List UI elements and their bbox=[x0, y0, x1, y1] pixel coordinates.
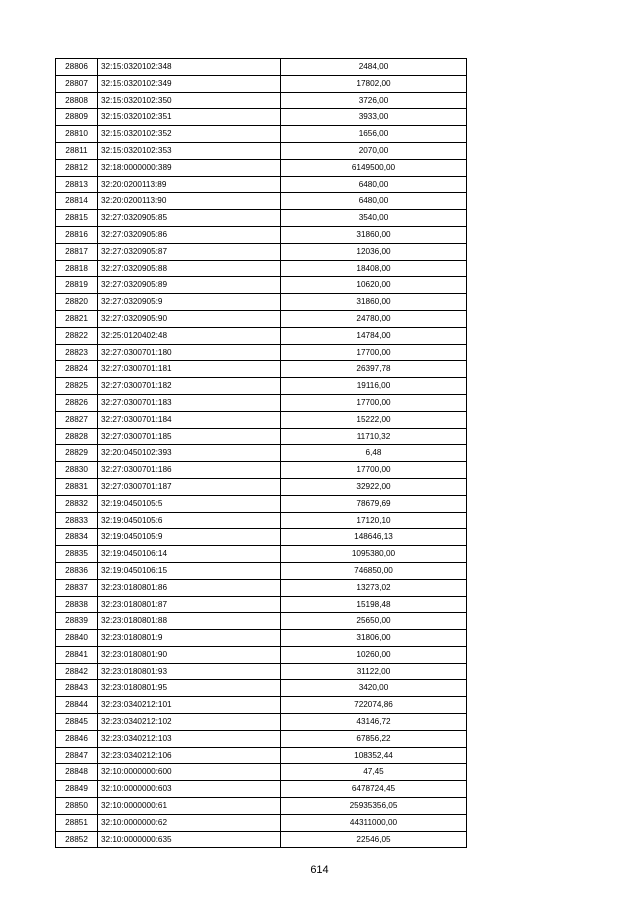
value-cell: 26397,78 bbox=[281, 361, 467, 378]
table-row bbox=[56, 814, 467, 831]
table-row bbox=[56, 730, 467, 747]
table-row bbox=[56, 394, 467, 411]
cadastral-number-cell: 32:15:0320102:349 bbox=[98, 75, 281, 92]
row-number-cell: 28827 bbox=[56, 411, 98, 428]
cadastral-number-cell: 32:23:0180801:95 bbox=[98, 680, 281, 697]
table-row bbox=[56, 546, 467, 563]
value-cell: 746850,00 bbox=[281, 562, 467, 579]
cadastral-number-cell: 32:27:0320905:87 bbox=[98, 243, 281, 260]
row-number-cell: 28843 bbox=[56, 680, 98, 697]
table-row bbox=[56, 243, 467, 260]
table-row bbox=[56, 294, 467, 311]
table-row bbox=[56, 445, 467, 462]
row-number-cell: 28808 bbox=[56, 92, 98, 109]
row-number-cell: 28825 bbox=[56, 378, 98, 395]
row-number-cell: 28849 bbox=[56, 781, 98, 798]
row-number-cell: 28822 bbox=[56, 327, 98, 344]
row-number-cell: 28850 bbox=[56, 798, 98, 815]
table-row bbox=[56, 126, 467, 143]
cadastral-number-cell: 32:27:0300701:182 bbox=[98, 378, 281, 395]
cadastral-number-cell: 32:15:0320102:353 bbox=[98, 142, 281, 159]
table-row bbox=[56, 596, 467, 613]
value-cell: 17802,00 bbox=[281, 75, 467, 92]
row-number-cell: 28844 bbox=[56, 697, 98, 714]
row-number-cell: 28829 bbox=[56, 445, 98, 462]
cadastral-number-cell: 32:27:0300701:181 bbox=[98, 361, 281, 378]
value-cell: 14784,00 bbox=[281, 327, 467, 344]
row-number-cell: 28848 bbox=[56, 764, 98, 781]
row-number-cell: 28842 bbox=[56, 663, 98, 680]
table-row bbox=[56, 529, 467, 546]
cadastral-number-cell: 32:15:0320102:351 bbox=[98, 109, 281, 126]
value-cell: 47,45 bbox=[281, 764, 467, 781]
cadastral-value-table bbox=[55, 58, 467, 848]
cadastral-number-cell: 32:15:0320102:348 bbox=[98, 59, 281, 76]
value-cell: 19116,00 bbox=[281, 378, 467, 395]
value-cell: 10260,00 bbox=[281, 646, 467, 663]
value-cell: 31806,00 bbox=[281, 630, 467, 647]
row-number-cell: 28812 bbox=[56, 159, 98, 176]
cadastral-number-cell: 32:27:0300701:180 bbox=[98, 344, 281, 361]
table-row bbox=[56, 210, 467, 227]
cadastral-number-cell: 32:19:0450106:14 bbox=[98, 546, 281, 563]
table-body bbox=[56, 59, 467, 848]
value-cell: 6480,00 bbox=[281, 193, 467, 210]
cadastral-number-cell: 32:23:0180801:87 bbox=[98, 596, 281, 613]
row-number-cell: 28841 bbox=[56, 646, 98, 663]
cadastral-number-cell: 32:27:0320905:89 bbox=[98, 277, 281, 294]
cadastral-number-cell: 32:19:0450105:5 bbox=[98, 495, 281, 512]
value-cell: 32922,00 bbox=[281, 478, 467, 495]
table-row bbox=[56, 361, 467, 378]
row-number-cell: 28832 bbox=[56, 495, 98, 512]
cadastral-number-cell: 32:27:0300701:185 bbox=[98, 428, 281, 445]
value-cell: 722074,86 bbox=[281, 697, 467, 714]
table-row bbox=[56, 646, 467, 663]
value-cell: 6149500,00 bbox=[281, 159, 467, 176]
table-row bbox=[56, 260, 467, 277]
value-cell: 6480,00 bbox=[281, 176, 467, 193]
value-cell: 31860,00 bbox=[281, 226, 467, 243]
table-row bbox=[56, 310, 467, 327]
row-number-cell: 28826 bbox=[56, 394, 98, 411]
table-row bbox=[56, 831, 467, 848]
value-cell: 31860,00 bbox=[281, 294, 467, 311]
table-row bbox=[56, 714, 467, 731]
table-row bbox=[56, 747, 467, 764]
row-number-cell: 28833 bbox=[56, 512, 98, 529]
row-number-cell: 28824 bbox=[56, 361, 98, 378]
cadastral-number-cell: 32:10:0000000:603 bbox=[98, 781, 281, 798]
value-cell: 17700,00 bbox=[281, 344, 467, 361]
value-cell: 31122,00 bbox=[281, 663, 467, 680]
value-cell: 17120,10 bbox=[281, 512, 467, 529]
row-number-cell: 28839 bbox=[56, 613, 98, 630]
cadastral-number-cell: 32:15:0320102:352 bbox=[98, 126, 281, 143]
table-row bbox=[56, 680, 467, 697]
table-row bbox=[56, 579, 467, 596]
row-number-cell: 28845 bbox=[56, 714, 98, 731]
cadastral-number-cell: 32:19:0450105:9 bbox=[98, 529, 281, 546]
cadastral-number-cell: 32:10:0000000:61 bbox=[98, 798, 281, 815]
value-cell: 25650,00 bbox=[281, 613, 467, 630]
table-row bbox=[56, 327, 467, 344]
row-number-cell: 28813 bbox=[56, 176, 98, 193]
value-cell: 43146,72 bbox=[281, 714, 467, 731]
cadastral-number-cell: 32:23:0340212:102 bbox=[98, 714, 281, 731]
table-row bbox=[56, 92, 467, 109]
cadastral-number-cell: 32:20:0450102:393 bbox=[98, 445, 281, 462]
row-number-cell: 28820 bbox=[56, 294, 98, 311]
row-number-cell: 28852 bbox=[56, 831, 98, 848]
row-number-cell: 28831 bbox=[56, 478, 98, 495]
row-number-cell: 28815 bbox=[56, 210, 98, 227]
cadastral-number-cell: 32:27:0300701:183 bbox=[98, 394, 281, 411]
table-row bbox=[56, 764, 467, 781]
cadastral-number-cell: 32:10:0000000:635 bbox=[98, 831, 281, 848]
table-row bbox=[56, 495, 467, 512]
table-row bbox=[56, 75, 467, 92]
table-row bbox=[56, 697, 467, 714]
row-number-cell: 28838 bbox=[56, 596, 98, 613]
value-cell: 18408,00 bbox=[281, 260, 467, 277]
value-cell: 11710,32 bbox=[281, 428, 467, 445]
cadastral-number-cell: 32:23:0180801:86 bbox=[98, 579, 281, 596]
cadastral-number-cell: 32:27:0320905:88 bbox=[98, 260, 281, 277]
cadastral-number-cell: 32:27:0300701:184 bbox=[98, 411, 281, 428]
row-number-cell: 28837 bbox=[56, 579, 98, 596]
value-cell: 25935356,05 bbox=[281, 798, 467, 815]
cadastral-number-cell: 32:10:0000000:600 bbox=[98, 764, 281, 781]
cadastral-number-cell: 32:27:0320905:86 bbox=[98, 226, 281, 243]
table-row bbox=[56, 344, 467, 361]
page-number: 614 bbox=[310, 864, 329, 876]
value-cell: 15198,48 bbox=[281, 596, 467, 613]
row-number-cell: 28835 bbox=[56, 546, 98, 563]
cadastral-number-cell: 32:27:0320905:9 bbox=[98, 294, 281, 311]
row-number-cell: 28847 bbox=[56, 747, 98, 764]
row-number-cell: 28823 bbox=[56, 344, 98, 361]
cadastral-number-cell: 32:20:0200113:90 bbox=[98, 193, 281, 210]
cadastral-number-cell: 32:18:0000000:389 bbox=[98, 159, 281, 176]
cadastral-number-cell: 32:15:0320102:350 bbox=[98, 92, 281, 109]
table-row bbox=[56, 411, 467, 428]
row-number-cell: 28834 bbox=[56, 529, 98, 546]
table-row bbox=[56, 798, 467, 815]
row-number-cell: 28816 bbox=[56, 226, 98, 243]
table-row bbox=[56, 630, 467, 647]
row-number-cell: 28810 bbox=[56, 126, 98, 143]
table-row bbox=[56, 142, 467, 159]
value-cell: 6478724,45 bbox=[281, 781, 467, 798]
row-number-cell: 28821 bbox=[56, 310, 98, 327]
table-row bbox=[56, 462, 467, 479]
value-cell: 1095380,00 bbox=[281, 546, 467, 563]
table-row bbox=[56, 193, 467, 210]
row-number-cell: 28807 bbox=[56, 75, 98, 92]
row-number-cell: 28830 bbox=[56, 462, 98, 479]
cadastral-number-cell: 32:23:0180801:90 bbox=[98, 646, 281, 663]
cadastral-number-cell: 32:23:0340212:103 bbox=[98, 730, 281, 747]
value-cell: 6,48 bbox=[281, 445, 467, 462]
table-row bbox=[56, 478, 467, 495]
table-row bbox=[56, 428, 467, 445]
value-cell: 3933,00 bbox=[281, 109, 467, 126]
value-cell: 17700,00 bbox=[281, 394, 467, 411]
cadastral-number-cell: 32:20:0200113:89 bbox=[98, 176, 281, 193]
cadastral-number-cell: 32:23:0340212:101 bbox=[98, 697, 281, 714]
cadastral-number-cell: 32:19:0450106:15 bbox=[98, 562, 281, 579]
cadastral-number-cell: 32:10:0000000:62 bbox=[98, 814, 281, 831]
row-number-cell: 28814 bbox=[56, 193, 98, 210]
table-row bbox=[56, 613, 467, 630]
row-number-cell: 28811 bbox=[56, 142, 98, 159]
value-cell: 17700,00 bbox=[281, 462, 467, 479]
table-row bbox=[56, 277, 467, 294]
value-cell: 10620,00 bbox=[281, 277, 467, 294]
table-row bbox=[56, 176, 467, 193]
value-cell: 108352,44 bbox=[281, 747, 467, 764]
cadastral-number-cell: 32:25:0120402:48 bbox=[98, 327, 281, 344]
row-number-cell: 28817 bbox=[56, 243, 98, 260]
value-cell: 13273,02 bbox=[281, 579, 467, 596]
cadastral-number-cell: 32:27:0320905:85 bbox=[98, 210, 281, 227]
row-number-cell: 28809 bbox=[56, 109, 98, 126]
value-cell: 44311000,00 bbox=[281, 814, 467, 831]
table-row bbox=[56, 109, 467, 126]
table-row bbox=[56, 59, 467, 76]
value-cell: 78679,69 bbox=[281, 495, 467, 512]
value-cell: 3540,00 bbox=[281, 210, 467, 227]
table-row bbox=[56, 378, 467, 395]
cadastral-number-cell: 32:19:0450105:6 bbox=[98, 512, 281, 529]
row-number-cell: 28818 bbox=[56, 260, 98, 277]
cadastral-number-cell: 32:27:0300701:187 bbox=[98, 478, 281, 495]
value-cell: 15222,00 bbox=[281, 411, 467, 428]
cadastral-number-cell: 32:23:0340212:106 bbox=[98, 747, 281, 764]
value-cell: 1656,00 bbox=[281, 126, 467, 143]
table-row bbox=[56, 562, 467, 579]
row-number-cell: 28819 bbox=[56, 277, 98, 294]
value-cell: 2070,00 bbox=[281, 142, 467, 159]
cadastral-number-cell: 32:23:0180801:88 bbox=[98, 613, 281, 630]
value-cell: 12036,00 bbox=[281, 243, 467, 260]
cadastral-number-cell: 32:23:0180801:93 bbox=[98, 663, 281, 680]
row-number-cell: 28828 bbox=[56, 428, 98, 445]
table-row bbox=[56, 781, 467, 798]
table-row bbox=[56, 226, 467, 243]
value-cell: 24780,00 bbox=[281, 310, 467, 327]
table-row bbox=[56, 159, 467, 176]
value-cell: 148646,13 bbox=[281, 529, 467, 546]
value-cell: 3726,00 bbox=[281, 92, 467, 109]
cadastral-number-cell: 32:23:0180801:9 bbox=[98, 630, 281, 647]
cadastral-number-cell: 32:27:0300701:186 bbox=[98, 462, 281, 479]
row-number-cell: 28806 bbox=[56, 59, 98, 76]
row-number-cell: 28851 bbox=[56, 814, 98, 831]
row-number-cell: 28836 bbox=[56, 562, 98, 579]
row-number-cell: 28846 bbox=[56, 730, 98, 747]
value-cell: 3420,00 bbox=[281, 680, 467, 697]
value-cell: 2484,00 bbox=[281, 59, 467, 76]
cadastral-number-cell: 32:27:0320905:90 bbox=[98, 310, 281, 327]
value-cell: 67856,22 bbox=[281, 730, 467, 747]
table-row bbox=[56, 663, 467, 680]
value-cell: 22546,05 bbox=[281, 831, 467, 848]
row-number-cell: 28840 bbox=[56, 630, 98, 647]
table-row bbox=[56, 512, 467, 529]
